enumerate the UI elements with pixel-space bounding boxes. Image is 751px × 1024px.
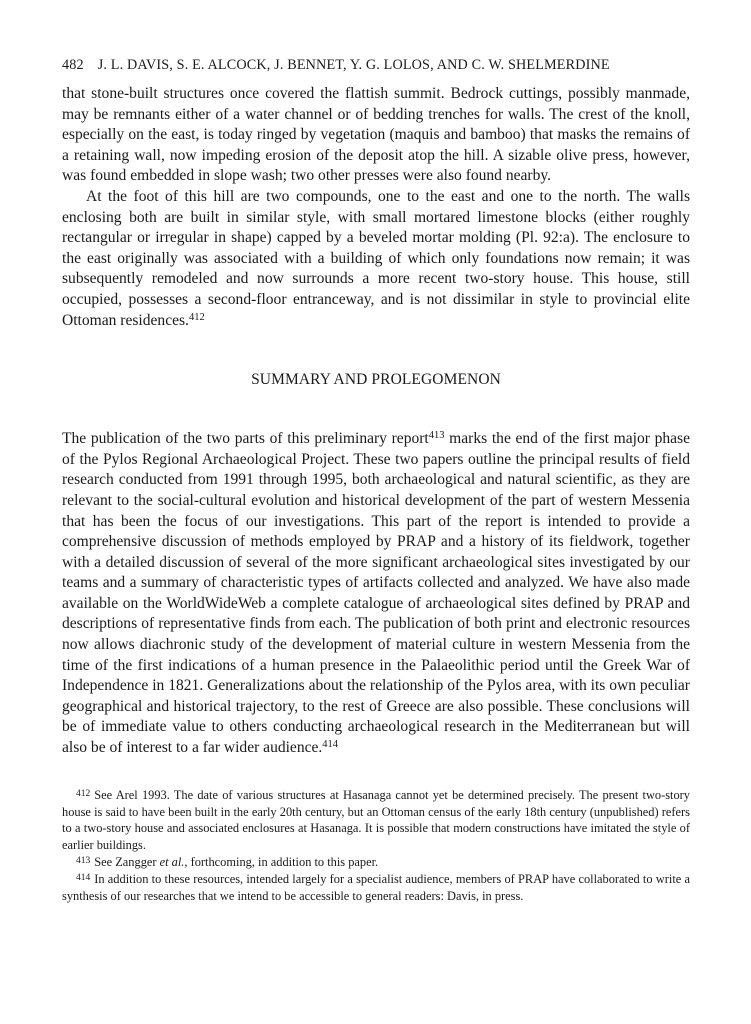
footnotes <box>62 787 690 905</box>
paragraph-summary-part-b: marks the end of the first major phase of the Pylos Regional Archaeological Project. These two papers outline the principal results of field research conducted from 1991 through 1995, both archaeological and natural scientific, as they are relevant to the social-cultural evolution and historical development of the part of western Messenia that has been the focus of our investigations. This part of the report is intended to provide a comprehensive discussion of methods employed by PRAP and a history of its fieldwork, together with a detailed discussion of several of the more significant archaeological sites investigated by our teams and a summary of characteristic types of artifacts collected and analyzed. We have also made available on the WorldWideWeb a complete catalogue of archaeological sites defined by PRAP and descriptions of representative finds from each. The publication of both print and electronic resources now allows diachronic study of the development of material culture in western Messenia from the time of the first indications of a human presence in the Palaeolithic period until the Greek War of Independence in 1821. Generalizations about the relationship of the Pylos area, with its own peculiar geographical and historical trajectory, to the rest of Greece are also possible. These conclusions will be of immediate value to others conducting archaeological research in the Mediterranean but will also be of interest to a far wider audience. <box>62 430 690 757</box>
footnote-ref-413[interactable]: 413 <box>428 430 445 442</box>
paragraph-summary-part-a: The publication of the two parts of this preliminary report <box>62 430 429 448</box>
footnote-text-italic: et al. <box>159 855 185 870</box>
footnote-text: , forthcoming, in addition to this paper. <box>184 855 379 870</box>
footnote-text: See Zangger <box>94 855 160 870</box>
footnote-414 <box>62 871 690 905</box>
footnote-text: In addition to these resources, intended largely for a specialist audience, members of PRAP have collaborated to write a synthesis of our researches that we intend to be accessible to general readers: Davis, in press. <box>62 872 690 904</box>
running-head <box>62 56 690 74</box>
page-number: 482 <box>62 57 84 73</box>
paragraph-summary <box>62 429 690 759</box>
footnote-text: See Arel 1993. The date of various structures at Hasanaga cannot yet be determined precisely. The present two-story house is said to have been built in the early 20th century, but an Ottoman census of the early 18th century (unpublished) refers to a two-story house and associated enclosures at Hasanaga. It is possible that modern constructions have imitated the style of earlier buildings. <box>62 787 690 853</box>
footnote-number: 412 <box>76 788 91 799</box>
section-heading: SUMMARY AND PROLEGOMENON <box>251 371 501 389</box>
footnote-413 <box>62 854 690 871</box>
paragraph-compounds-text: At the foot of this hill are two compounds, one to the east and one to the north. The walls enclosing both are built in similar style, with small mortared limestone blocks (either roughly rectangular or irregular in shape) capped by a beveled mortar molding (Pl. 92:a). The enclosure to the east originally was associated with a building of which only foundations now remain; it was subsequently remodeled and now surrounds a more recent two-story house. This house, still occupied, possesses a second-floor entranceway, and is not dissimilar in style to provincial elite Ottoman residences. <box>62 187 690 329</box>
footnote-number: 414 <box>76 873 91 884</box>
footnote-412 <box>62 787 690 855</box>
running-head-authors: J. L. DAVIS, S. E. ALCOCK, J. BENNET, Y. G. LOLOS, AND C. W. SHELMERDINE <box>97 57 610 73</box>
footnote-ref-414[interactable]: 414 <box>322 739 339 751</box>
paragraph-continued: that stone-built structures once covered the flattish summit. Bedrock cuttings, possibly manmade, may be remnants either of a water channel or of bedding trenches for walls. The crest of the knoll, especially on the east, is today ringed by vegetation (maquis and bamboo) that masks the remains of a retaining wall, now impeding erosion of the deposit atop the hill. A sizable olive press, however, was found embedded in slope wash; two other presses were also found nearby. <box>62 85 690 185</box>
paragraph-compounds <box>62 187 690 331</box>
body-text <box>62 84 690 759</box>
footnote-number: 413 <box>76 856 91 867</box>
journal-page <box>62 56 690 905</box>
footnote-ref-412[interactable]: 412 <box>188 311 205 323</box>
